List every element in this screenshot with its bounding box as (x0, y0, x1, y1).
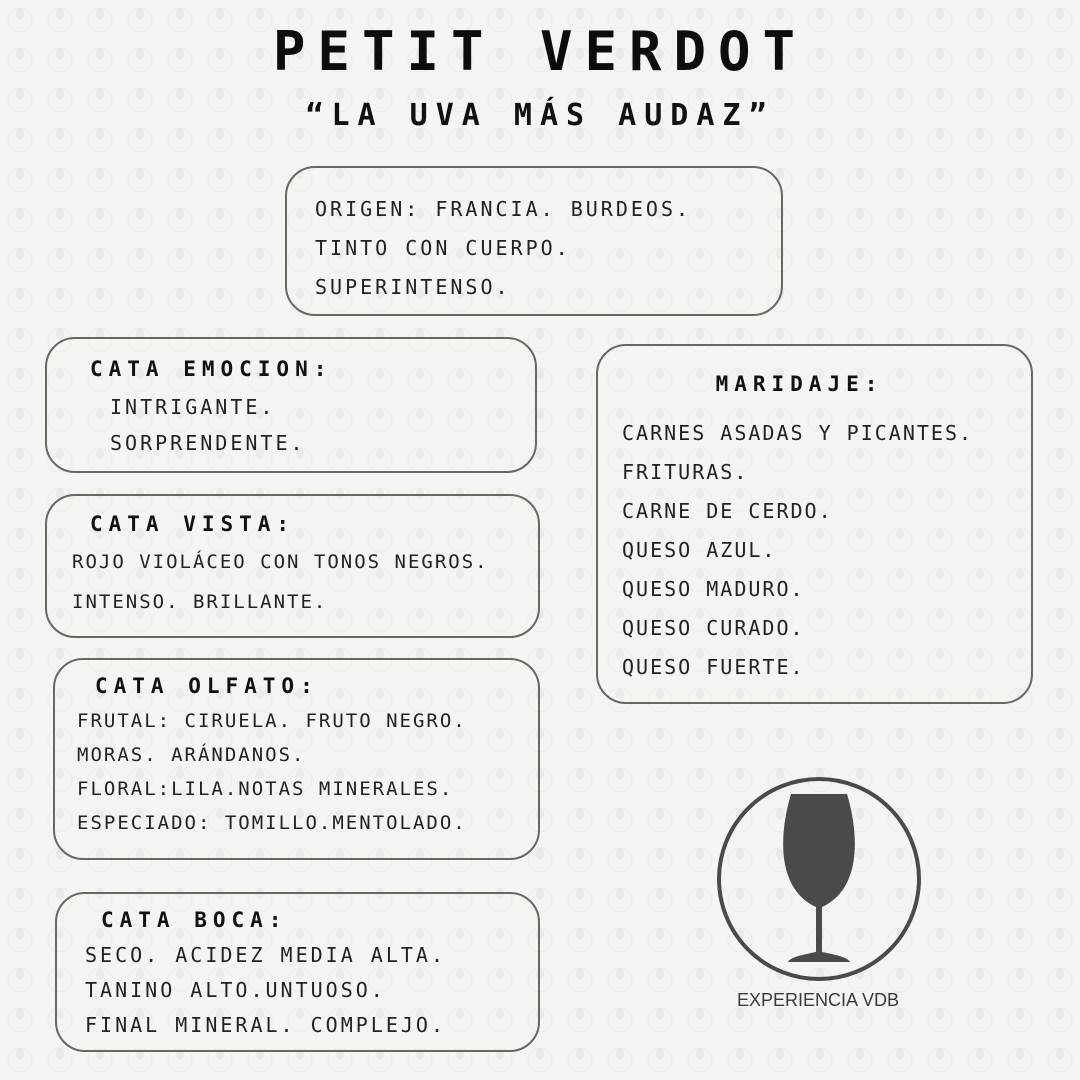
maridaje-line: QUESO MADURO. (622, 577, 805, 601)
cata-olfato-heading: CATA OLFATO: (95, 674, 319, 698)
origin-card (285, 166, 783, 316)
cata-vista-heading: CATA VISTA: (90, 512, 296, 536)
cata-boca-heading: CATA BOCA: (101, 908, 288, 932)
maridaje-line: FRITURAS. (622, 460, 749, 484)
wine-glass-icon (716, 776, 922, 982)
cata-emocion-line: SORPRENDENTE. (110, 431, 306, 455)
maridaje-line: CARNE DE CERDO. (622, 499, 833, 523)
maridaje-line: CARNES ASADAS Y PICANTES. (622, 421, 974, 445)
cata-olfato-line: FLORAL:LILA.NOTAS MINERALES. (77, 778, 454, 800)
cata-vista-line: INTENSO. BRILLANTE. (72, 591, 328, 613)
cata-boca-line: TANINO ALTO.UNTUOSO. (85, 978, 386, 1002)
cata-boca-card (55, 892, 540, 1052)
cata-boca-line: FINAL MINERAL. COMPLEJO. (85, 1013, 446, 1037)
page-subtitle: “LA UVA MÁS AUDAZ” (305, 98, 775, 133)
cata-emocion-card (45, 337, 537, 473)
cata-vista-card (45, 494, 540, 638)
page-title: PETIT VERDOT (272, 20, 808, 83)
cata-emocion-heading: CATA EMOCION: (90, 357, 333, 381)
cata-vista-line: ROJO VIOLÁCEO CON TONOS NEGROS. (72, 551, 489, 573)
maridaje-heading: MARIDAJE: (715, 372, 884, 396)
origin-line: ORIGEN: FRANCIA. BURDEOS. (315, 197, 692, 221)
cata-olfato-line: FRUTAL: CIRUELA. FRUTO NEGRO. (77, 710, 467, 732)
maridaje-line: QUESO CURADO. (622, 616, 805, 640)
brand-name: EXPERIENCIA VDB (736, 990, 900, 1010)
cata-olfato-line: ESPECIADO: TOMILLO.MENTOLADO. (77, 812, 467, 834)
maridaje-card (596, 344, 1033, 704)
cata-emocion-line: INTRIGANTE. (110, 395, 276, 419)
maridaje-line: QUESO FUERTE. (622, 655, 805, 679)
maridaje-line: QUESO AZUL. (622, 538, 777, 562)
cata-olfato-card (53, 658, 540, 860)
cata-boca-line: SECO. ACIDEZ MEDIA ALTA. (85, 943, 446, 967)
origin-line: SUPERINTENSO. (315, 275, 511, 299)
cata-olfato-line: MORAS. ARÁNDANOS. (77, 744, 306, 766)
origin-line: TINTO CON CUERPO. (315, 236, 571, 260)
